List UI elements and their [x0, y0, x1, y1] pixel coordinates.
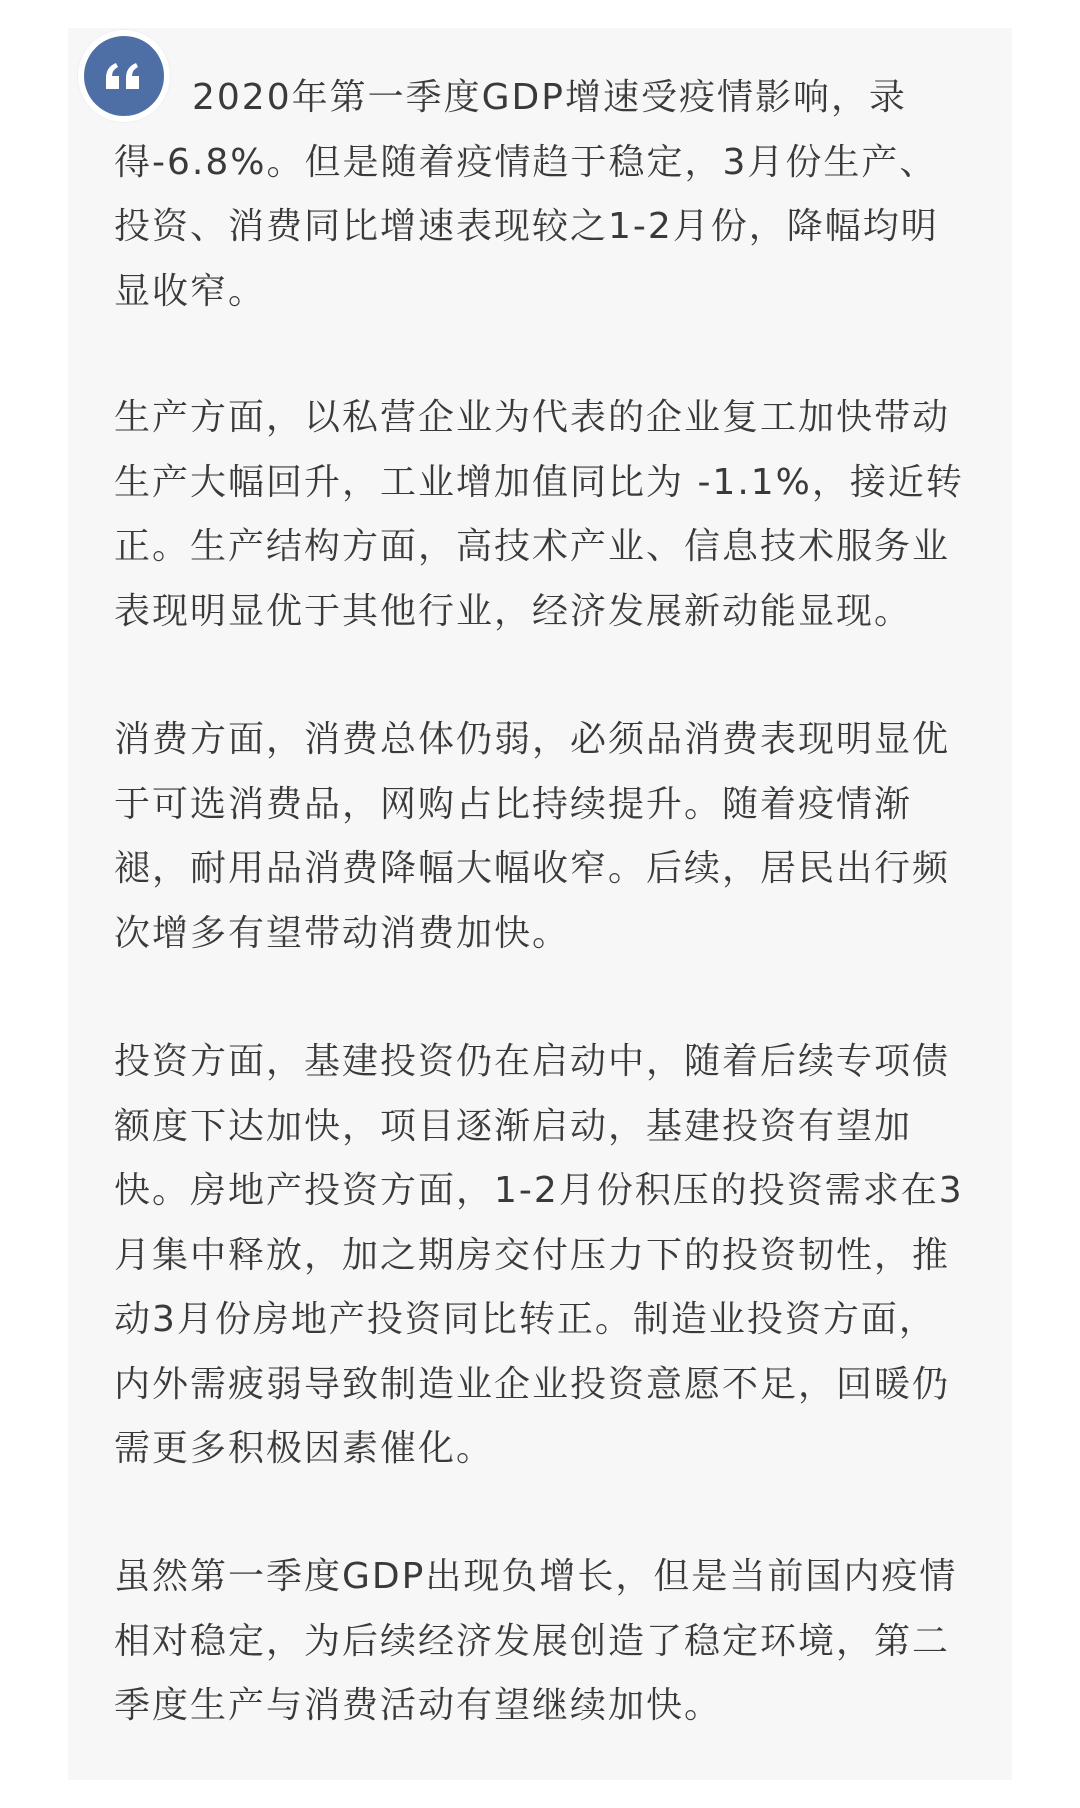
- paragraph-consumption: 消费方面，消费总体仍弱，必须品消费表现明显优于可选消费品，网购占比持续提升。随着疫情渐褪，耐用品消费降幅大幅收窄。后续，居民出行频次增多有望带动消费加快。: [114, 719, 951, 954]
- paragraph-outlook: 虽然第一季度GDP出现负增长，但是当前国内疫情相对稳定，为后续经济发展创造了稳定环境，第二季度生产与消费活动有望继续加快。: [114, 1556, 958, 1726]
- paragraph-production: 生产方面，以私营企业为代表的企业复工加快带动生产大幅回升，工业增加值同比为 -1.1%，接近转正。生产结构方面，高技术产业、信息技术服务业表现明显优于其他行业，经济发展新动能显现。: [114, 397, 964, 632]
- paragraph-gdp-overview: 2020年第一季度GDP增速受疫情影响，录得-6.8%。但是随着疫情趋于稳定，3月份生产、投资、消费同比增速表现较之1-2月份，降幅均明显收窄。: [114, 77, 939, 312]
- paragraph-investment: 投资方面，基建投资仍在启动中，随着后续专项债额度下达加快，项目逐渐启动，基建投资有望加快。房地产投资方面，1-2月份积压的投资需求在3月集中释放，加之期房交付压力下的投资韧性，推动3月份房地产投资同比转正。制造业投资方面，内外需疲弱导致制造业企业投资意愿不足，回暖仍需更多积极因素催化。: [114, 1041, 964, 1469]
